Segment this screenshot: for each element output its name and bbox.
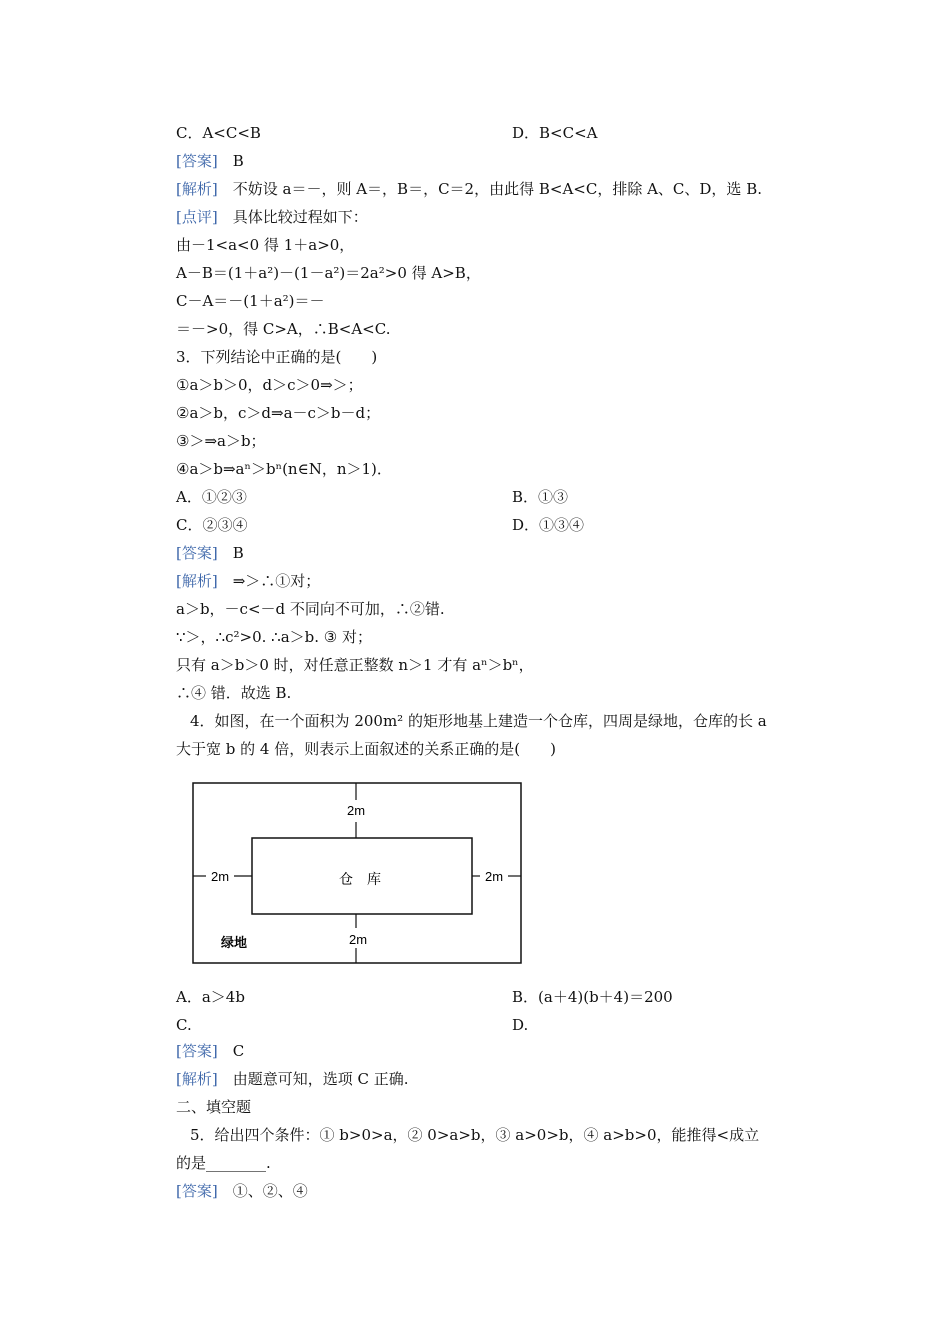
- question-4: 4．如图，在一个面积为 200m² 的矩形地基上建造一个仓库，四周是绿地，仓库的长 a: [190, 712, 767, 730]
- question-3: 3．下列结论中正确的是( ): [176, 348, 378, 366]
- answer-line: [176, 543, 244, 563]
- text-line: ∴④ 错．故选 B.: [176, 684, 292, 702]
- analysis-text: 由题意可知，选项 C 正确.: [232, 1070, 409, 1088]
- comment-line: [176, 207, 368, 227]
- option-c: C.: [176, 1016, 192, 1034]
- question-4-cont: 大于宽 b 的 4 倍，则表示上面叙述的关系正确的是( ): [176, 740, 556, 758]
- warehouse-label: 仓 库: [339, 872, 381, 888]
- option-b: B．①③: [512, 488, 569, 506]
- answer-line: [176, 1041, 244, 1061]
- option-d: D．①③④: [512, 516, 585, 534]
- right-gap-label: 2m: [484, 869, 504, 884]
- option-c: C．②③④: [176, 516, 248, 534]
- section-heading: 二、填空题: [176, 1098, 252, 1116]
- answer-tag: [答案]: [176, 1042, 218, 1060]
- answer-text: ①、②、④: [232, 1182, 308, 1200]
- bottom-gap-label: 2m: [348, 932, 368, 947]
- comment-text: 具体比较过程如下：: [232, 208, 368, 226]
- answer-tag: [答案]: [176, 152, 218, 170]
- text-line: ∵＞，∴c²>0. ∴a＞b. ③ 对；: [176, 628, 372, 646]
- option-b: B．(a＋4)(b＋4)＝200: [512, 988, 673, 1006]
- answer-text: B: [232, 152, 244, 170]
- answer-tag: [答案]: [176, 1182, 218, 1200]
- text-line: 只有 a＞b＞0 时，对任意正整数 n＞1 才有 aⁿ＞bⁿ，: [176, 656, 534, 674]
- answer-line: [176, 1181, 308, 1201]
- analysis-line: [176, 571, 320, 591]
- analysis-tag: [解析]: [176, 180, 218, 198]
- analysis-line: [176, 179, 762, 199]
- analysis-tag: [解析]: [176, 1070, 218, 1088]
- analysis-text: 不妨设 a＝－，则 A＝，B＝，C＝2，由此得 B<A<C，排除 A、C、D，选 B.: [232, 180, 762, 198]
- comment-tag: [点评]: [176, 208, 218, 226]
- text-line: C－A＝－(1＋a²)＝－: [176, 292, 325, 310]
- option-d: D．B<C<A: [512, 124, 598, 142]
- statement-1: ①a＞b＞0，d＞c＞0⇒＞；: [176, 376, 363, 394]
- option-c: C．A<C<B: [176, 124, 261, 142]
- analysis-line: [176, 1069, 409, 1089]
- text-line: ＝－>0，得 C>A，∴B<A<C.: [176, 320, 391, 338]
- warehouse-diagram: [192, 782, 524, 966]
- answer-line: [176, 151, 244, 171]
- left-gap-label: 2m: [210, 869, 230, 884]
- question-5-cont: 的是________.: [176, 1154, 271, 1172]
- question-5: 5．给出四个条件：① b>0>a，② 0>a>b，③ a>0>b，④ a>b>0，能推得<成立: [190, 1126, 760, 1144]
- green-area-label: 绿地: [220, 936, 248, 951]
- top-gap-label: 2m: [346, 803, 366, 818]
- text-line: a＞b，－c<－d 不同向不可加，∴②错.: [176, 600, 445, 618]
- statement-4: ④a＞b⇒aⁿ＞bⁿ(n∈N，n＞1)．: [176, 460, 392, 478]
- option-a: A．①②③: [176, 488, 247, 506]
- statement-3: ③＞⇒a＞b；: [176, 432, 266, 450]
- answer-text: C: [232, 1042, 245, 1060]
- text-line: A－B＝(1＋a²)－(1－a²)＝2a²>0 得 A>B，: [176, 264, 481, 282]
- answer-text: B: [232, 544, 244, 562]
- statement-2: ②a＞b，c＞d⇒a－c＞b－d；: [176, 404, 381, 422]
- option-a: A．a＞4b: [176, 988, 245, 1006]
- analysis-tag: [解析]: [176, 572, 218, 590]
- text-line: 由－1<a<0 得 1＋a>0，: [176, 236, 355, 254]
- option-d: D.: [512, 1016, 529, 1034]
- answer-tag: [答案]: [176, 544, 218, 562]
- analysis-text: ⇒＞∴①对；: [232, 572, 321, 590]
